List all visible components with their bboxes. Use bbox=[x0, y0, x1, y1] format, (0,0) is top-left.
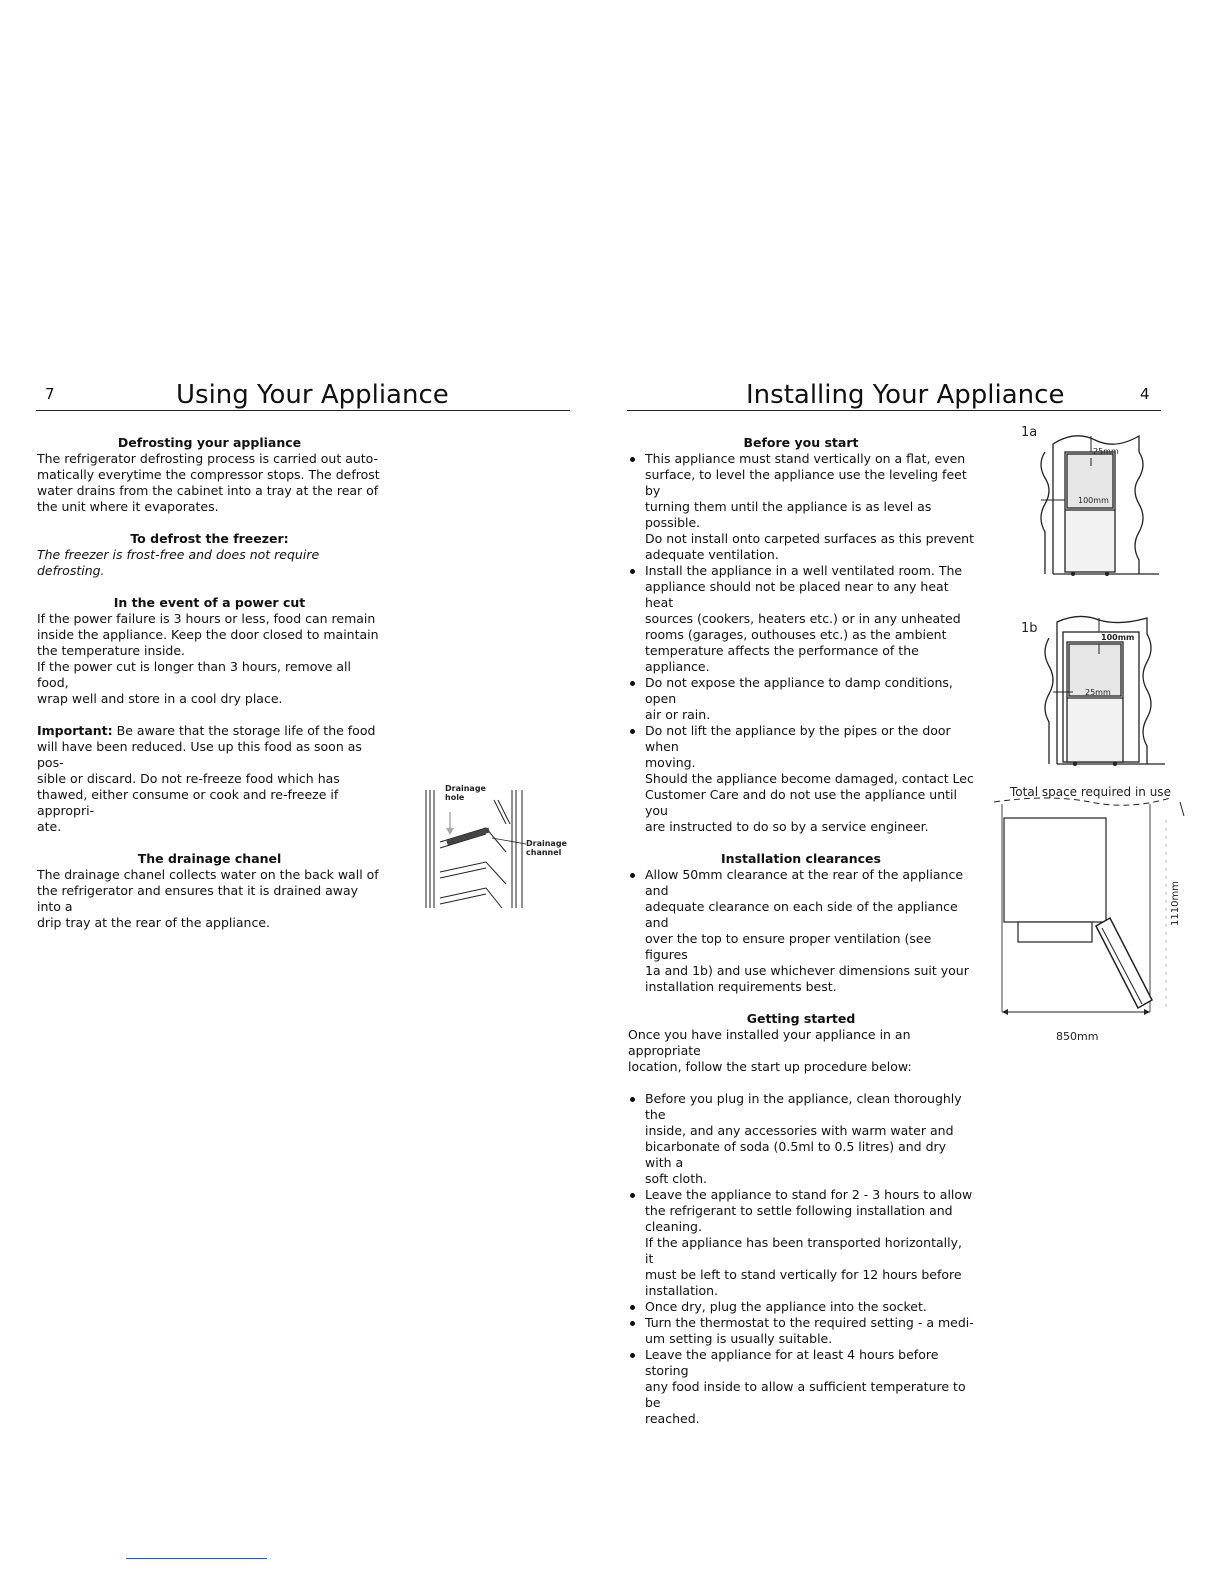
text-line: matically everytime the compressor stops. The defrost bbox=[37, 467, 380, 482]
figure-1b-side-dim: 25mm bbox=[1085, 688, 1111, 697]
text-line: Do not lift the appliance by the pipes or the door when bbox=[645, 723, 951, 754]
figure-1b-label: 1b bbox=[1021, 621, 1038, 636]
text-line: adequate clearance on each side of the appliance and bbox=[645, 899, 958, 930]
list-item bbox=[628, 723, 974, 835]
figure-1b bbox=[1015, 612, 1165, 772]
text-line: appliance should not be placed near to any heat heat bbox=[645, 579, 949, 610]
text-line: Leave the appliance to stand for 2 - 3 hours to allow bbox=[645, 1187, 973, 1202]
clearances-heading: Installation clearances bbox=[721, 851, 881, 866]
left-title-rule bbox=[36, 410, 570, 411]
text-line: location, follow the start up procedure below: bbox=[628, 1059, 912, 1074]
figure-1a bbox=[1015, 422, 1165, 582]
list-item bbox=[628, 563, 974, 675]
text-line: installation. bbox=[645, 1283, 718, 1298]
important-label: Important: bbox=[37, 723, 113, 738]
drainage-channel-label: Drainage bbox=[526, 839, 567, 848]
text-line: turning them until the appliance is as level as possible. bbox=[645, 499, 932, 530]
text-line: must be left to stand vertically for 12 hours before bbox=[645, 1267, 962, 1282]
right-column bbox=[628, 435, 974, 1427]
text-line: bicarbonate of soda (0.5ml to 0.5 litres) and dry with a bbox=[645, 1139, 947, 1170]
text-line: the refrigerant to settle following installation and bbox=[645, 1203, 953, 1218]
important-paragraph bbox=[37, 723, 382, 835]
text-line: um setting is usually suitable. bbox=[645, 1331, 833, 1346]
text-line: Install the appliance in a well ventilated room. The bbox=[645, 563, 963, 578]
text-line: reached. bbox=[645, 1411, 700, 1426]
defrost-paragraph bbox=[37, 451, 382, 515]
text-line: temperature affects the performance of the appliance. bbox=[645, 643, 919, 674]
total-space-caption: Total space required in use bbox=[1010, 785, 1171, 799]
text-line: Once you have installed your appliance in an appropriate bbox=[628, 1027, 911, 1058]
text-line: will have been reduced. Use up this food as soon as pos- bbox=[37, 739, 362, 770]
drainage-hole-label: Drainage bbox=[445, 784, 486, 793]
width-dimension-label: 850mm bbox=[1056, 1030, 1099, 1043]
text-line: thawed, either consume or cook and re-freeze if appropri- bbox=[37, 787, 339, 818]
text-line: Turn the thermostat to the required setting - a medi- bbox=[645, 1315, 974, 1330]
text-line: 1a and 1b) and use whichever dimensions suit your bbox=[645, 963, 969, 978]
text-line: Be aware that the storage life of the food bbox=[112, 723, 376, 738]
defrost-heading: Defrosting your appliance bbox=[117, 435, 302, 450]
list-item bbox=[628, 867, 974, 995]
text-line: wrap well and store in a cool dry place. bbox=[37, 691, 283, 706]
drainage-paragraph bbox=[37, 867, 382, 931]
text-line: Customer Care and do not use the appliance until you bbox=[645, 787, 957, 818]
footer-link-line bbox=[126, 1558, 267, 1559]
power-cut-paragraph bbox=[37, 611, 382, 707]
drainage-channel-shape bbox=[446, 828, 490, 846]
list-item bbox=[628, 1347, 974, 1427]
text-line: are instructed to do so by a service engineer. bbox=[645, 819, 929, 834]
height-dimension-label: 1110mm bbox=[1170, 881, 1181, 926]
text-line: Do not expose the appliance to damp conditions, open bbox=[645, 675, 953, 706]
getting-started-list bbox=[628, 1091, 974, 1427]
text-line: If the power cut is longer than 3 hours, remove all food, bbox=[37, 659, 352, 690]
before-list bbox=[628, 451, 974, 835]
text-line: the refrigerator and ensures that it is drained away into a bbox=[37, 883, 359, 914]
text-line: Do not install onto carpeted surfaces as this prevent bbox=[645, 531, 974, 546]
clearances-list bbox=[628, 867, 974, 995]
list-item bbox=[628, 451, 974, 563]
getting-started-heading: Getting started bbox=[746, 1011, 856, 1026]
text-line: The refrigerator defrosting process is carried out auto- bbox=[37, 451, 379, 466]
text-line: Allow 50mm clearance at the rear of the appliance and bbox=[645, 867, 964, 898]
figure-1a-side-dim: 100mm bbox=[1078, 496, 1109, 505]
text-line: over the top to ensure proper ventilation (see figures bbox=[645, 931, 932, 962]
appliance-outline bbox=[1004, 818, 1106, 922]
text-line: soft cloth. bbox=[645, 1171, 708, 1186]
power-cut-heading: In the event of a power cut bbox=[113, 595, 306, 610]
total-space-figure bbox=[990, 780, 1190, 1050]
text-line: drip tray at the rear of the appliance. bbox=[37, 915, 270, 930]
drainage-diagram bbox=[420, 780, 570, 915]
text-line: cleaning. bbox=[645, 1219, 702, 1234]
before-heading: Before you start bbox=[743, 435, 859, 450]
text-line: air or rain. bbox=[645, 707, 711, 722]
drainage-heading: The drainage chanel bbox=[137, 851, 282, 866]
arrow-icon bbox=[446, 828, 454, 835]
figure-1a-label: 1a bbox=[1021, 425, 1038, 440]
text-line: surface, to level the appliance use the leveling feet by bbox=[645, 467, 967, 498]
text-line: moving. bbox=[645, 755, 696, 770]
freezer-text: The freezer is frost-free and does not require defrosting. bbox=[37, 547, 320, 578]
text-line: water drains from the cabinet into a tray at the rear of bbox=[37, 483, 379, 498]
text-line: Before you plug in the appliance, clean thoroughly the bbox=[645, 1091, 962, 1122]
text-line: rooms (garages, outhouses etc.) as the ambient bbox=[645, 627, 947, 642]
freezer-heading: To defrost the freezer: bbox=[130, 531, 289, 546]
figure-1a-top-dim: 25mm bbox=[1093, 447, 1119, 456]
drainage-channel-label: channel bbox=[526, 848, 562, 857]
text-line: inside the appliance. Keep the door closed to maintain bbox=[37, 627, 379, 642]
list-item bbox=[628, 1091, 974, 1187]
text-line: inside, and any accessories with warm water and bbox=[645, 1123, 954, 1138]
text-line: adequate ventilation. bbox=[645, 547, 779, 562]
list-item bbox=[628, 675, 974, 723]
list-item bbox=[628, 1187, 974, 1299]
text-line: ate. bbox=[37, 819, 62, 834]
text-line: sources (cookers, heaters etc.) or in any unheated bbox=[645, 611, 961, 626]
text-line: This appliance must stand vertically on a flat, even bbox=[645, 451, 966, 466]
text-line: If the power failure is 3 hours or less, food can remain bbox=[37, 611, 376, 626]
list-item bbox=[628, 1299, 974, 1315]
figure-1b-top-dim: 100mm bbox=[1101, 633, 1135, 642]
text-line: Once dry, plug the appliance into the socket. bbox=[645, 1299, 927, 1314]
text-line: If the appliance has been transported horizontally, it bbox=[645, 1235, 962, 1266]
text-line: Should the appliance become damaged, contact Lec bbox=[645, 771, 974, 786]
text-line: any food inside to allow a sufficient temperature to be bbox=[645, 1379, 966, 1410]
right-page-number: 4 bbox=[1140, 385, 1150, 403]
left-page-number: 7 bbox=[45, 385, 55, 403]
left-page-title: Using Your Appliance bbox=[176, 380, 449, 410]
text-line: installation requirements best. bbox=[645, 979, 837, 994]
drainage-hole-label: hole bbox=[445, 793, 465, 802]
text-line: sible or discard. Do not re-freeze food which has bbox=[37, 771, 340, 786]
text-line: the unit where it evaporates. bbox=[37, 499, 219, 514]
list-item bbox=[628, 1315, 974, 1347]
left-column bbox=[37, 435, 382, 931]
text-line: The drainage chanel collects water on the back wall of bbox=[37, 867, 379, 882]
text-line: Leave the appliance for at least 4 hours before storing bbox=[645, 1347, 939, 1378]
text-line: the temperature inside. bbox=[37, 643, 186, 658]
right-page-title: Installing Your Appliance bbox=[746, 380, 1065, 410]
right-title-rule bbox=[627, 410, 1161, 411]
